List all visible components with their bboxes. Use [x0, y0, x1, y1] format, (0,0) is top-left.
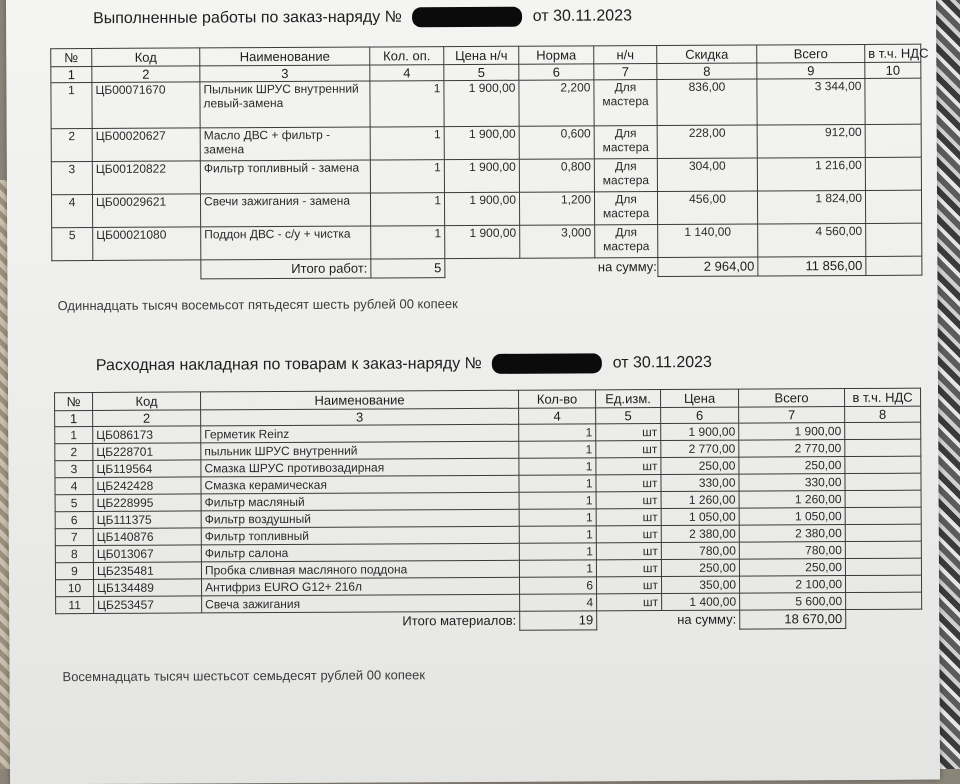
works-cell-total: 912,00: [757, 124, 865, 158]
goods-cell-price: 330,00: [661, 474, 739, 491]
goods-header-cell: Кол-во: [519, 390, 596, 408]
goods-cell-name: Смазка ШРУС противозадирная: [201, 458, 519, 477]
goods-cell-vat: [845, 558, 921, 575]
goods-header-cell: Цена: [661, 389, 739, 407]
goods-cell-n: 7: [55, 528, 93, 545]
works-cell-total: 3 344,00: [757, 78, 865, 125]
goods-cell-n: 10: [56, 579, 94, 596]
goods-cell-code: ЦБ242428: [93, 477, 201, 495]
works-column-number: 1: [51, 66, 92, 82]
goods-total-row: [56, 609, 922, 633]
works-column-number: 10: [865, 62, 921, 78]
goods-cell-vat: [845, 575, 921, 592]
works-sum-total: 11 856,00: [758, 256, 866, 276]
goods-cell-code: ЦБ140876: [93, 528, 201, 546]
goods-cell-name: Фильтр топливный: [201, 526, 519, 545]
goods-cell-total: 1 900,00: [739, 423, 845, 441]
works-header-cell: Всего: [757, 44, 865, 63]
goods-cell-price: 1 260,00: [661, 491, 739, 508]
works-cell-norm: 3,000: [520, 225, 595, 258]
goods-cell-qty: 1: [519, 509, 596, 526]
goods-cell-vat: [845, 473, 921, 490]
goods-cell-total: 330,00: [739, 474, 845, 492]
goods-column-number: 2: [93, 410, 201, 427]
goods-cell-name: Свеча зажигания: [202, 594, 520, 613]
works-cell-discount: 456,00: [657, 191, 757, 225]
works-cell-name: Фильтр топливный - замена: [200, 160, 370, 194]
goods-cell-code: ЦБ253457: [94, 596, 202, 614]
works-header-cell: в т.ч. НДС: [865, 44, 921, 62]
goods-cell-code: ЦБ086173: [93, 426, 201, 444]
works-cell-n: 2: [51, 128, 92, 161]
works-sum-label: на сумму:: [597, 259, 657, 275]
goods-total-label: Итого материалов:: [402, 613, 517, 629]
goods-cell-name: Фильтр масляный: [201, 492, 519, 511]
goods-cell-unit: шт: [597, 594, 662, 611]
goods-total-qty: 19: [520, 611, 597, 630]
works-header-cell: н/ч: [594, 46, 657, 64]
goods-cell-n: 8: [55, 545, 93, 562]
works-cell-total: 4 560,00: [758, 223, 866, 257]
goods-cell-price: 780,00: [661, 542, 739, 559]
works-header-cell: Скидка: [657, 45, 757, 64]
goods-sum-label: на сумму:: [677, 611, 737, 628]
works-column-number: 4: [370, 65, 444, 81]
works-header-cell: Кол. оп.: [370, 47, 444, 65]
works-cell-discount: 228,00: [657, 125, 757, 159]
goods-table: [54, 388, 922, 634]
works-column-number: 9: [757, 62, 865, 79]
goods-cell-n: 1: [55, 426, 93, 443]
works-cell-discount: 1 140,00: [658, 224, 758, 258]
works-cell-vat: [866, 223, 922, 256]
works-column-number: 6: [519, 64, 594, 80]
goods-cell-unit: шт: [596, 492, 661, 509]
goods-cell-code: ЦБ111375: [93, 511, 201, 529]
works-total-qty: 5: [371, 259, 445, 278]
goods-cell-code: ЦБ228995: [93, 494, 201, 512]
goods-cell-total: 250,00: [739, 559, 845, 577]
works-table: [50, 44, 929, 281]
goods-cell-name: Фильтр салона: [201, 543, 519, 562]
goods-cell-n: 3: [55, 460, 93, 477]
works-column-number: 7: [594, 64, 657, 80]
works-title: [93, 6, 632, 29]
goods-cell-name: Смазка керамическая: [201, 475, 519, 494]
goods-cell-code: ЦБ235481: [93, 562, 201, 580]
goods-cell-total: 2 770,00: [739, 440, 845, 458]
goods-cell-vat: [845, 524, 921, 541]
goods-cell-qty: 1: [519, 526, 596, 543]
goods-cell-total: 1 260,00: [739, 491, 845, 509]
goods-header-cell: Всего: [739, 389, 845, 408]
goods-cell-total: 1 050,00: [739, 508, 845, 526]
goods-cell-vat: [845, 541, 921, 558]
goods-cell-n: 11: [56, 596, 94, 613]
works-cell-discount: 836,00: [657, 79, 757, 126]
goods-header-cell: в т.ч. НДС: [845, 388, 921, 406]
works-title-prefix: Выполненные работы по заказ-наряду №: [93, 8, 402, 28]
goods-cell-total: 2 380,00: [739, 525, 845, 543]
works-cell-name: Масло ДВС + фильтр - замена: [200, 127, 370, 161]
goods-cell-name: пыльник ШРУС внутренний: [201, 441, 519, 460]
goods-header-cell: №: [55, 392, 93, 410]
works-cell-n: 1: [51, 82, 92, 128]
goods-column-number: 4: [519, 408, 596, 424]
works-cell-price: 1 900,00: [445, 225, 520, 258]
goods-cell-code: ЦБ013067: [93, 545, 201, 563]
goods-header-cell: Наименование: [201, 390, 519, 410]
works-cell-nh: Для мастера: [594, 192, 657, 225]
goods-cell-vat: [846, 592, 922, 609]
goods-sum-total: 18 670,00: [740, 610, 846, 630]
goods-cell-qty: 1: [519, 543, 596, 560]
works-row: [51, 157, 921, 195]
works-cell-total: 1 216,00: [757, 157, 865, 191]
goods-cell-qty: 1: [519, 492, 596, 509]
goods-cell-qty: 1: [519, 458, 596, 475]
goods-cell-vat: [845, 439, 921, 456]
goods-cell-price: 350,00: [661, 576, 739, 593]
works-cell-n: 3: [51, 161, 92, 194]
works-amount-in-words: Одиннадцать тысяч восемьсот пятьдесят шесть рублей 00 копеек: [57, 296, 458, 314]
works-cell-code: ЦБ00020627: [92, 128, 200, 162]
works-cell-norm: 0,600: [519, 126, 594, 159]
works-row: [51, 190, 921, 228]
works-cell-code: ЦБ00071670: [92, 82, 200, 129]
goods-cell-price: 250,00: [661, 559, 739, 576]
works-cell-price: 1 900,00: [444, 80, 519, 126]
goods-header-cell: Код: [93, 392, 201, 411]
goods-header-cell: Ед.изм.: [596, 390, 661, 408]
goods-cell-n: 6: [55, 511, 93, 528]
goods-cell-qty: 6: [519, 577, 596, 594]
goods-cell-unit: шт: [596, 509, 661, 526]
works-cell-nh: Для мастера: [594, 159, 657, 192]
goods-amount-in-words: Восемнадцать тысяч шестьсот семьдесят рублей 00 копеек: [62, 667, 426, 685]
goods-cell-vat: [845, 422, 921, 439]
works-column-number: 3: [200, 65, 370, 82]
goods-cell-code: ЦБ119564: [93, 460, 201, 478]
goods-cell-total: 780,00: [739, 542, 845, 560]
goods-column-number: 6: [661, 407, 739, 423]
works-cell-name: Поддон ДВС - с/у + чистка: [201, 226, 371, 260]
goods-column-number: 5: [596, 408, 661, 424]
works-cell-qty: 1: [370, 193, 444, 226]
works-cell-n: 4: [51, 194, 92, 227]
goods-cell-qty: 1: [519, 475, 596, 492]
goods-cell-qty: 1: [519, 560, 596, 577]
works-cell-price: 1 900,00: [444, 159, 519, 192]
works-column-number: 5: [444, 64, 519, 80]
works-cell-code: ЦБ00021080: [93, 227, 201, 261]
works-header-cell: Цена н/ч: [444, 46, 519, 64]
goods-cell-qty: 4: [520, 594, 597, 611]
works-cell-name: Свечи зажигания - замена: [200, 193, 370, 227]
works-sum-discount: 2 964,00: [658, 257, 758, 277]
goods-title-date: от 30.11.2023: [612, 353, 712, 372]
works-cell-nh: Для мастера: [594, 80, 657, 126]
works-cell-vat: [865, 157, 921, 190]
goods-cell-qty: 1: [519, 424, 596, 441]
works-cell-discount: 304,00: [657, 158, 757, 192]
works-cell-code: ЦБ00029621: [92, 194, 200, 228]
goods-cell-qty: 1: [519, 441, 596, 458]
goods-column-number: 3: [201, 408, 519, 426]
goods-cell-unit: шт: [596, 458, 661, 475]
redacted-order-number: [412, 7, 522, 28]
works-cell-code: ЦБ00120822: [92, 161, 200, 195]
goods-cell-unit: шт: [596, 577, 661, 594]
goods-cell-vat: [845, 507, 921, 524]
works-column-number: 2: [92, 66, 200, 83]
goods-cell-code: ЦБ134489: [94, 579, 202, 597]
goods-title-prefix: Расходная накладная по товарам к заказ-наряду №: [95, 355, 482, 375]
goods-cell-price: 1 900,00: [661, 423, 739, 440]
goods-cell-unit: шт: [596, 441, 661, 458]
works-row: [51, 78, 921, 129]
goods-cell-price: 2 770,00: [661, 440, 739, 457]
goods-cell-n: 2: [55, 443, 93, 460]
redacted-order-number-2: [492, 353, 602, 374]
works-row: [52, 223, 922, 261]
goods-column-number: 8: [845, 406, 921, 422]
goods-cell-unit: шт: [596, 475, 661, 492]
works-cell-norm: 2,200: [519, 80, 594, 126]
goods-cell-unit: шт: [596, 560, 661, 577]
goods-cell-code: ЦБ228701: [93, 443, 201, 461]
works-header-cell: Наименование: [200, 47, 370, 66]
goods-cell-n: 5: [55, 494, 93, 511]
works-cell-qty: 1: [370, 81, 444, 127]
works-cell-nh: Для мастера: [595, 225, 658, 258]
works-cell-vat: [865, 78, 921, 124]
works-cell-price: 1 900,00: [444, 126, 519, 159]
goods-cell-price: 250,00: [661, 457, 739, 474]
goods-cell-total: 5 600,00: [740, 593, 846, 611]
goods-cell-unit: шт: [596, 543, 661, 560]
works-cell-qty: 1: [370, 160, 444, 193]
goods-cell-price: 1 400,00: [662, 593, 740, 610]
works-total-label: Итого работ:: [201, 259, 371, 279]
goods-cell-vat: [845, 490, 921, 507]
goods-cell-total: 250,00: [739, 457, 845, 475]
goods-cell-name: Герметик Reinz: [201, 424, 519, 443]
works-header-cell: №: [51, 48, 92, 66]
goods-cell-vat: [845, 456, 921, 473]
goods-cell-unit: шт: [596, 424, 661, 441]
goods-cell-n: 4: [55, 477, 93, 494]
works-total-row: [52, 256, 922, 280]
works-cell-qty: 1: [371, 226, 445, 259]
goods-cell-price: 1 050,00: [661, 508, 739, 525]
works-cell-total: 1 824,00: [757, 190, 865, 224]
goods-cell-price: 2 380,00: [661, 525, 739, 542]
works-cell-norm: 1,200: [519, 192, 594, 225]
works-cell-qty: 1: [370, 127, 444, 160]
goods-cell-name: Пробка сливная масляного поддона: [201, 560, 519, 579]
works-column-number: 8: [657, 63, 757, 80]
goods-column-number: 1: [55, 410, 93, 426]
works-cell-name: Пыльник ШРУС внутренний левый-замена: [200, 81, 370, 128]
goods-cell-n: 9: [55, 562, 93, 579]
goods-cell-name: Фильтр воздушный: [201, 509, 519, 528]
goods-title: [96, 353, 712, 376]
goods-cell-name: Антифриз EURO G12+ 216л: [202, 577, 520, 596]
goods-column-number: 7: [739, 407, 845, 424]
goods-cell-total: 2 100,00: [739, 576, 845, 594]
works-cell-n: 5: [52, 227, 93, 260]
works-title-date: от 30.11.2023: [532, 7, 633, 25]
works-header-cell: Норма: [519, 46, 594, 64]
document-sheet: [6, 0, 940, 784]
works-cell-price: 1 900,00: [444, 192, 519, 225]
goods-cell-unit: шт: [596, 526, 661, 543]
works-cell-vat: [865, 190, 921, 223]
works-cell-nh: Для мастера: [594, 126, 657, 159]
works-cell-vat: [865, 124, 921, 157]
works-row: [51, 124, 921, 162]
works-cell-norm: 0,800: [519, 159, 594, 192]
works-header-cell: Код: [92, 48, 200, 67]
